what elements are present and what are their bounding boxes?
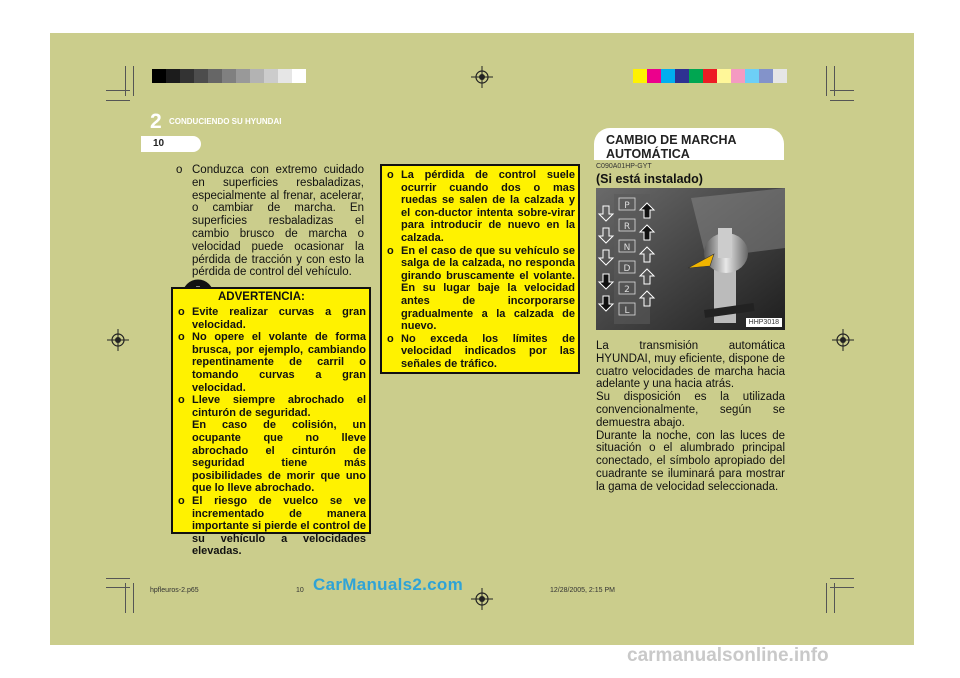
crop-mark xyxy=(133,583,134,613)
footer-page: 10 xyxy=(296,587,304,594)
list-item: o Lleve siempre abrochado el cinturón de seguridad. xyxy=(178,394,366,419)
gear-label: N xyxy=(623,243,631,253)
warning-title: ADVERTENCIA: xyxy=(218,291,305,303)
gear-shifter-illustration xyxy=(596,188,785,330)
cmyk-color-bar xyxy=(633,69,787,83)
grayscale-color-bar xyxy=(152,69,306,83)
watermark-site[interactable]: carmanualsonline.info xyxy=(627,645,829,666)
registration-mark-icon xyxy=(107,329,129,351)
crop-mark xyxy=(830,587,854,588)
footer-timestamp: 12/28/2005, 2:15 PM xyxy=(550,587,615,594)
gear-label: P xyxy=(624,201,630,211)
section-subtitle: (Si está instalado) xyxy=(596,172,703,186)
registration-mark-icon xyxy=(471,66,493,88)
gear-label: 2 xyxy=(624,285,630,295)
body-text xyxy=(596,340,785,494)
section-title: CAMBIO DE MARCHA AUTOMÁTICA xyxy=(606,133,737,161)
list-item: o Conduzca con extremo cuidado en superficies resbaladizas, especialmente al frenar, acelerar, o cambiar de marcha. En superficies resbaladizas el cambio brusco de marcha o velocidad puede ocasionar la pérdida de tracción y con esto la pérdida de control del vehículo. xyxy=(176,164,364,279)
left-column-text xyxy=(176,164,364,279)
caution-list xyxy=(387,169,575,371)
crop-mark xyxy=(834,66,835,96)
registration-mark-icon xyxy=(832,329,854,351)
crop-mark xyxy=(106,587,130,588)
registration-mark-icon xyxy=(471,588,493,610)
chapter-number: 2 xyxy=(150,110,162,133)
gear-label: R xyxy=(623,222,631,232)
crop-mark xyxy=(826,583,827,613)
watermark-link[interactable]: CarManuals2.com xyxy=(313,575,463,594)
list-item: o Evite realizar curvas a gran velocidad. xyxy=(178,306,366,331)
list-item: o No exceda los límites de velocidad indicados por las señales de tráfico. xyxy=(387,332,575,370)
list-item: o La pérdida de control suele ocurrir cuando dos o mas ruedas se salen de la calzada y el con-ductor intenta sobre-virar para introducir de nuevo en la calzada. xyxy=(387,169,575,244)
crop-mark xyxy=(830,100,854,101)
crop-mark xyxy=(826,66,827,96)
paragraph: Su disposición es la utilizada convencionalmente, según se demuestra abajo. xyxy=(596,391,785,429)
page-number: 10 xyxy=(153,138,165,149)
crop-mark xyxy=(106,100,130,101)
caution-box xyxy=(380,164,580,374)
paragraph: La transmisión automática HYUNDAI, muy eficiente, dispone de cuatro velocidades de marcha hacia adelante y una hacia atrás. xyxy=(596,340,785,391)
gear-label: D xyxy=(623,264,631,274)
warning-list xyxy=(178,306,366,558)
crop-mark xyxy=(133,66,134,96)
gear-label: L xyxy=(624,306,630,316)
crop-mark xyxy=(106,90,130,91)
list-item: o No opere el volante de forma brusca, por ejemplo, cambiando repentinamente de carril o tomando curvas a gran velocidad. xyxy=(178,331,366,394)
paragraph: Durante la noche, con las luces de situación o el alumbrado principal conectado, el símbolo apropiado del cuadrante se iluminará para mostrar la gama de velocidad seleccionada. xyxy=(596,429,785,493)
list-item: o El riesgo de vuelco se ve incrementado de manera importante si pierde el control de su vehículo a velocidades elevadas. xyxy=(178,494,366,558)
warning-box xyxy=(171,287,371,558)
page-number-tab xyxy=(141,136,201,152)
crop-mark xyxy=(830,578,854,579)
crop-mark xyxy=(106,578,130,579)
crop-mark xyxy=(830,90,854,91)
chapter-title: CONDUCIENDO SU HYUNDAI xyxy=(169,117,282,126)
section-code: C090A01HP-GYT xyxy=(596,163,652,170)
list-item-continuation: En caso de colisión, un ocupante que no lleve abrochado el cinturón de seguridad tiene más posibilidades de morir que uno que lo lleve abrochado. xyxy=(192,419,366,495)
photo-code: HHP3018 xyxy=(746,318,782,327)
footer-file: hpfleuros-2.p65 xyxy=(150,587,199,594)
crop-mark xyxy=(125,66,126,96)
gear-shifter-photo xyxy=(596,188,785,330)
list-item: o En el caso de que su vehículo se salga de la calzada, no responda girando bruscamente el volante. En su lugar baje la velocidad antes de incorporarse gradualmente a la calzada de nuevo. xyxy=(387,244,575,333)
